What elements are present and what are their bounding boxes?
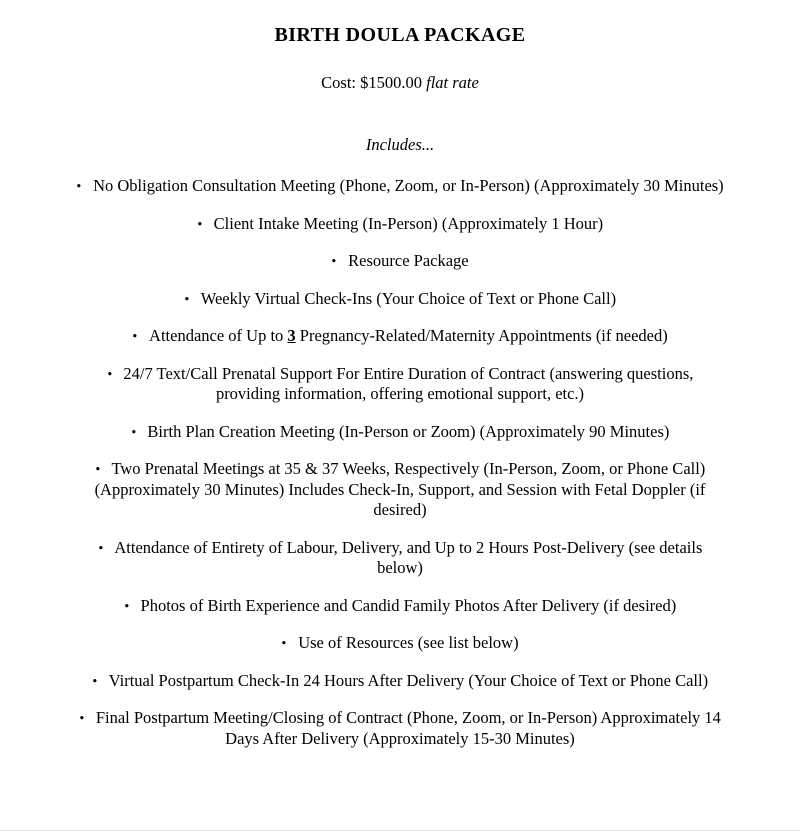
bullet-icon: • bbox=[95, 460, 101, 477]
cost-line bbox=[0, 73, 800, 93]
item-text: 24/7 Text/Call Prenatal Support For Entire Duration of Contract (answering questions, providing information, offering emotional support, etc.) bbox=[123, 363, 694, 403]
bullet-icon: • bbox=[124, 597, 130, 614]
list-item bbox=[76, 538, 724, 579]
item-text: Client Intake Meeting (In-Person) (Approximately 1 Hour) bbox=[213, 213, 604, 233]
list-item bbox=[76, 364, 724, 405]
cost-flat-rate-text: flat rate bbox=[426, 73, 479, 92]
list-item bbox=[76, 176, 724, 197]
bullet-icon: • bbox=[281, 634, 287, 651]
list-item bbox=[76, 326, 724, 347]
list-item bbox=[76, 633, 724, 654]
list-item bbox=[76, 596, 724, 617]
item-text: Birth Plan Creation Meeting (In-Person or Zoom) (Approximately 90 Minutes) bbox=[147, 421, 670, 441]
bullet-icon: • bbox=[92, 672, 98, 689]
includes-heading: Includes... bbox=[365, 135, 435, 154]
item-text: Weekly Virtual Check-Ins (Your Choice of Text or Phone Call) bbox=[200, 288, 617, 308]
list-item bbox=[76, 214, 724, 235]
bullet-icon: • bbox=[197, 215, 203, 232]
item-text: Virtual Postpartum Check-In 24 Hours After Delivery (Your Choice of Text or Phone Call) bbox=[108, 670, 709, 690]
cost-text: Cost: $1500.00 bbox=[321, 73, 427, 92]
item-text-suffix: Pregnancy-Related/Maternity Appointments (if needed) bbox=[295, 326, 668, 345]
list-item bbox=[76, 422, 724, 443]
item-text: Resource Package bbox=[348, 251, 469, 270]
item-text: Attendance of Entirety of Labour, Delivery, and Up to 2 Hours Post-Delivery (see details below) bbox=[114, 537, 703, 577]
item-text: No Obligation Consultation Meeting (Phone, Zoom, or In-Person) (Approximately 30 Minutes) bbox=[93, 176, 724, 195]
item-text: Final Postpartum Meeting/Closing of Contract (Phone, Zoom, or In-Person) Approximately 14 Days After Delivery (Approximately 15-30 Minutes) bbox=[95, 708, 721, 748]
package-items-list bbox=[76, 176, 724, 749]
bullet-icon: • bbox=[132, 327, 138, 344]
bullet-icon: • bbox=[331, 252, 337, 269]
list-item bbox=[76, 708, 724, 749]
list-item bbox=[76, 459, 724, 521]
bullet-icon: • bbox=[76, 177, 82, 194]
bullet-icon: • bbox=[184, 290, 190, 307]
bullet-icon: • bbox=[107, 365, 112, 382]
bullet-icon: • bbox=[131, 423, 136, 440]
list-item bbox=[76, 671, 724, 692]
page-title: BIRTH DOULA PACKAGE bbox=[274, 24, 526, 46]
list-item bbox=[76, 251, 724, 272]
item-text: Use of Resources (see list below) bbox=[298, 633, 519, 652]
emphasized-number: 3 bbox=[287, 326, 296, 345]
bullet-icon: • bbox=[79, 709, 85, 726]
list-item bbox=[76, 289, 724, 310]
item-text bbox=[149, 326, 668, 345]
item-text-prefix: Attendance of Up to bbox=[149, 326, 288, 345]
bullet-icon: • bbox=[98, 539, 103, 556]
item-text: Two Prenatal Meetings at 35 & 37 Weeks, Respectively (In-Person, Zoom, or Phone Call) (Approximately 30 Minutes) Includes Check-In, Support, and Session with Fetal Doppler (if desired) bbox=[94, 459, 706, 519]
item-text: Photos of Birth Experience and Candid Family Photos After Delivery (if desired) bbox=[140, 595, 677, 615]
